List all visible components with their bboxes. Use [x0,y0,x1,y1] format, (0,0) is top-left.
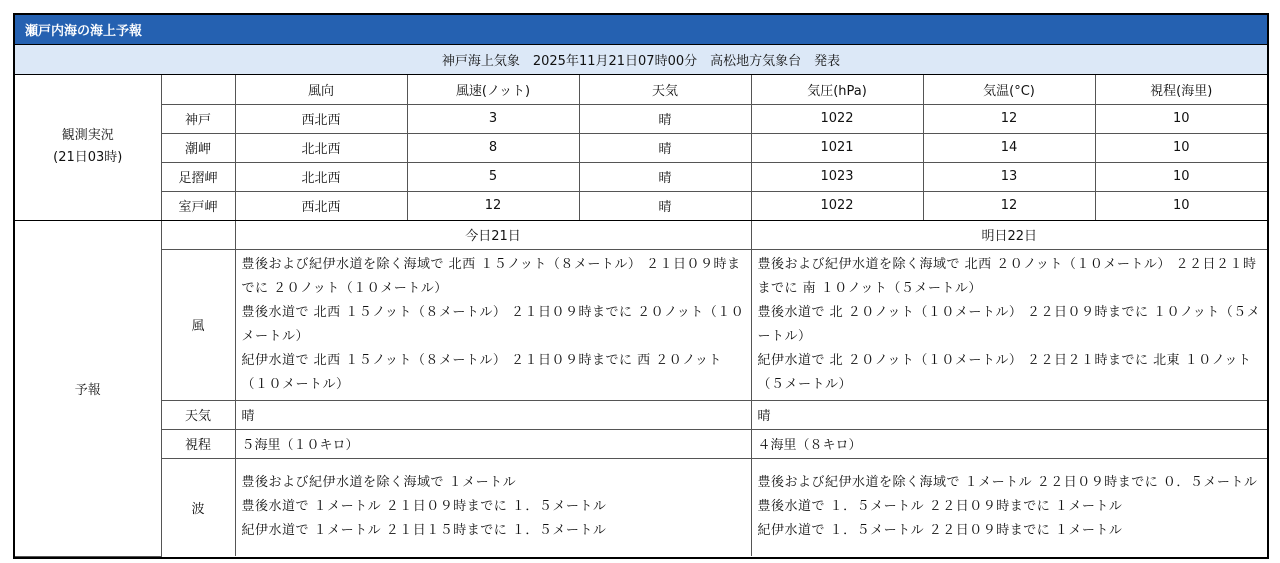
forecast-header-row [15,220,1267,249]
wind-day1-line: 豊後水道で 北西 １５ノット（８メートル） ２１日０９時までに ２０ノット（１０メートル） [241,304,745,344]
pressure-value: 1021 [751,133,923,162]
wind-direction-value: 北北西 [235,162,407,191]
header-wind-direction: 風向 [235,75,407,104]
forecast-wind-row [15,249,1267,400]
panel-title: 瀬戸内海の海上予報 [15,15,1267,45]
station-name: 足摺岬 [161,162,235,191]
temperature-value: 12 [923,191,1095,220]
visibility-value: 10 [1095,133,1267,162]
visibility-label: 視程 [161,429,235,458]
wind-day2-line: 豊後水道で 北 ２０ノット（１０メートル） ２２日０９時までに １０ノット（５メートル） [757,304,1261,344]
weather-value: 晴 [579,191,751,220]
wave-day2-cell [751,458,1267,556]
header-wind-speed: 風速(ノット) [407,75,579,104]
visibility-value: 10 [1095,162,1267,191]
wind-day2-line: 紀伊水道で 北 ２０ノット（１０メートル） ２２日２１時までに 北東 １０ノット（５メートル） [757,352,1252,392]
wind-day1-line: 紀伊水道で 北西 １５ノット（８メートル） ２１日０９時までに 西 ２０ノット（１０メートル） [241,352,722,392]
wave-label: 波 [161,458,235,556]
wind-direction-value: 西北西 [235,191,407,220]
wave-day2-line: 紀伊水道で １．５メートル ２２日０９時までに １メートル [757,523,1123,539]
visibility-value: 10 [1095,104,1267,133]
station-name: 潮岬 [161,133,235,162]
wind-speed-value: 5 [407,162,579,191]
table-row [15,191,1267,220]
issuance-info: 神戸海上気象 2025年11月21日07時00分 高松地方気象台 発表 [15,45,1267,75]
weather-value: 晴 [579,104,751,133]
temperature-value: 14 [923,133,1095,162]
marine-forecast-panel [13,13,1269,559]
temperature-value: 12 [923,104,1095,133]
visibility-value: 10 [1095,191,1267,220]
forecast-wave-row [15,458,1267,556]
temperature-value: 13 [923,162,1095,191]
visibility-day2: ４海里（８キロ） [751,429,1267,458]
day1-header: 今日21日 [235,220,751,249]
table-row [15,133,1267,162]
observation-header-row [15,75,1267,104]
header-visibility: 視程(海里) [1095,75,1267,104]
weather-day2: 晴 [751,400,1267,429]
day2-header: 明日22日 [751,220,1267,249]
wind-day1-cell [235,249,751,400]
header-corner-cell [161,75,235,104]
table-row [15,162,1267,191]
header-weather: 天気 [579,75,751,104]
weather-day1: 晴 [235,400,751,429]
wind-day1-line: 豊後および紀伊水道を除く海域で 北西 １５ノット（８メートル） ２１日０９時までに ２０ノット（１０メートル） [241,256,741,296]
wind-day2-line: 豊後および紀伊水道を除く海域で 北西 ２０ノット（１０メートル） ２２日２１時までに 南 １０ノット（５メートル） [757,256,1257,296]
wind-direction-value: 西北西 [235,104,407,133]
forecast-section-label: 予報 [15,220,161,556]
wind-day2-cell [751,249,1267,400]
forecast-table [15,75,1267,557]
table-row [15,104,1267,133]
wave-day2-line: 豊後水道で １．５メートル ２２日０９時までに １メートル [757,499,1123,515]
wave-day2-line: 豊後および紀伊水道を除く海域で １メートル ２２日０９時までに ０．５メートル [757,475,1258,491]
wave-day1-line: 豊後および紀伊水道を除く海域で １メートル [241,475,517,491]
forecast-weather-row [15,400,1267,429]
wind-label: 風 [161,249,235,400]
pressure-value: 1022 [751,104,923,133]
wind-speed-value: 12 [407,191,579,220]
header-temperature: 気温(°C) [923,75,1095,104]
wave-day1-cell [235,458,751,556]
forecast-visibility-row [15,429,1267,458]
forecast-corner-cell [161,220,235,249]
wind-speed-value: 8 [407,133,579,162]
visibility-day1: ５海里（１０キロ） [235,429,751,458]
pressure-value: 1022 [751,191,923,220]
wave-day1-line: 豊後水道で １メートル ２１日０９時までに １．５メートル [241,499,607,515]
observation-label-line2: (21日03時) [53,150,123,166]
station-name: 室戸岬 [161,191,235,220]
pressure-value: 1023 [751,162,923,191]
wind-speed-value: 3 [407,104,579,133]
wind-direction-value: 北北西 [235,133,407,162]
header-pressure: 気圧(hPa) [751,75,923,104]
weather-label: 天気 [161,400,235,429]
weather-value: 晴 [579,133,751,162]
wave-day1-line: 紀伊水道で １メートル ２１日１５時までに １．５メートル [241,523,607,539]
station-name: 神戸 [161,104,235,133]
observation-label-line1: 観測実況 [61,128,114,144]
weather-value: 晴 [579,162,751,191]
observation-section-label [15,75,161,220]
